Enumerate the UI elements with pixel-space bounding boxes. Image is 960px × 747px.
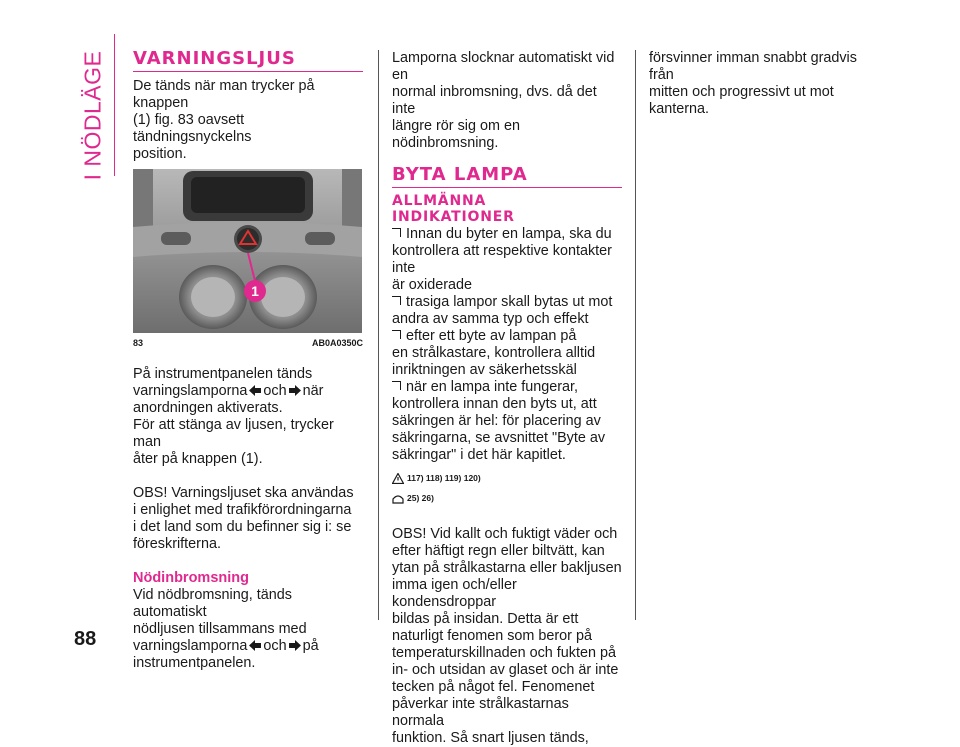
section-heading-byta-lampa: BYTA LAMPA xyxy=(392,166,622,188)
bullet-marker-icon xyxy=(392,381,401,390)
obs-line: naturligt fenomen som beror på xyxy=(392,628,592,644)
warning-reference-numbers: 117) 118) 119) 120) xyxy=(407,473,481,483)
right-arrow-indicator-icon xyxy=(289,640,301,651)
bullet-text: andra av samma typ och effekt xyxy=(392,311,589,327)
body-line: försvinner imman snabbt gradvis från xyxy=(649,50,857,83)
bullet-text: kontrollera innan den byts ut, att xyxy=(392,396,597,412)
figure-number: 83 xyxy=(133,338,144,348)
obs-line: imma igen och/eller kondensdroppar xyxy=(392,577,517,610)
bullet-text: säkringen är hel: för placering av xyxy=(392,413,601,429)
intro-line: De tänds när man trycker på knappen xyxy=(133,78,315,111)
bullet-text: efter ett byte av lampan på xyxy=(406,328,577,344)
column-3 xyxy=(649,50,879,118)
body-text: varningslamporna xyxy=(133,638,248,654)
obs-line: föreskrifterna. xyxy=(133,536,221,552)
side-tab-label: I NÖDLÄGE xyxy=(79,50,106,180)
figure-dashboard-photo xyxy=(133,169,362,333)
bullet-text: är oxiderade xyxy=(392,277,472,293)
bullet-text: när en lampa inte fungerar, xyxy=(406,379,578,395)
obs-line: bildas på insidan. Detta är ett xyxy=(392,611,579,627)
bullet-marker-icon xyxy=(392,228,401,237)
column-divider xyxy=(635,50,636,620)
section-heading-varningsljus: VARNINGSLJUS xyxy=(133,50,363,72)
subheading-indikationer: INDIKATIONER xyxy=(392,209,515,225)
body-line: instrumentpanelen. xyxy=(133,655,256,671)
bullet-text: säkringarna, se avsnittet "Byte av xyxy=(392,430,606,446)
bullet-marker-icon xyxy=(392,296,401,305)
obs-line: in- och utsidan av glaset och är inte xyxy=(392,662,619,678)
bullet-item xyxy=(392,328,622,379)
info-note-icon xyxy=(392,493,404,504)
bullet-item xyxy=(392,294,622,328)
body-line: nödljusen tillsammans med xyxy=(133,621,307,637)
body-line: normal inbromsning, dvs. då det inte xyxy=(392,84,597,117)
bullet-item xyxy=(392,379,622,464)
note-references xyxy=(392,490,622,507)
figure-code: AB0A0350C xyxy=(311,338,363,348)
body-text: och xyxy=(263,638,287,654)
warning-references xyxy=(392,470,622,487)
body-line xyxy=(133,383,363,400)
body-line: anordningen aktiverats. xyxy=(133,400,283,416)
left-arrow-indicator-icon xyxy=(249,640,261,651)
column-1 xyxy=(133,50,363,672)
intro-line: (1) fig. 83 oavsett tändningsnyckelns xyxy=(133,112,252,145)
obs-line: i enlighet med trafikförordningarna xyxy=(133,502,352,518)
intro-line: position. xyxy=(133,146,187,162)
side-tab xyxy=(78,40,108,190)
warning-note-icon xyxy=(392,473,404,484)
body-line: Vid nödbromsning, tänds automatiskt xyxy=(133,587,292,620)
bullet-text: Innan du byter en lampa, ska du xyxy=(406,226,612,242)
body-line: längre rör sig om en nödinbromsning. xyxy=(392,118,520,151)
body-line: mitten och progressivt ut mot kanterna. xyxy=(649,84,834,117)
body-text: och xyxy=(263,383,287,399)
obs-line: i det land som du befinner sig i: se xyxy=(133,519,352,535)
body-line: åter på knappen (1). xyxy=(133,451,263,467)
body-text: på xyxy=(302,638,319,654)
bullet-text: trasiga lampor skall bytas ut mot xyxy=(406,294,613,310)
body-text: varningslamporna xyxy=(133,383,248,399)
bullet-marker-icon xyxy=(392,330,401,339)
side-tab-rule xyxy=(114,34,115,176)
bullet-text: kontrollera att respektive kontakter inte xyxy=(392,243,612,276)
obs-line: funktion. Så snart ljusen tänds, xyxy=(392,730,589,746)
page-number: 88 xyxy=(74,628,97,650)
left-arrow-indicator-icon xyxy=(249,385,261,396)
column-divider xyxy=(378,50,379,620)
note-reference-numbers: 25) 26) xyxy=(407,493,434,503)
figure-callout: 1 xyxy=(251,283,259,299)
column-2 xyxy=(392,50,622,747)
obs-line: efter häftigt regn eller biltvätt, kan xyxy=(392,543,605,559)
bullet-text: inriktningen av säkerhetsskäl xyxy=(392,362,577,378)
body-line: Lamporna slocknar automatiskt vid en xyxy=(392,50,615,83)
bullet-item xyxy=(392,226,622,294)
obs-line: OBS! Varningsljuset ska användas xyxy=(133,485,354,501)
right-arrow-indicator-icon xyxy=(289,385,301,396)
obs-line: OBS! Vid kallt och fuktigt väder och xyxy=(392,526,618,542)
subheading-nodinbromsning: Nödinbromsning xyxy=(133,570,249,586)
body-line: För att stänga av ljusen, trycker man xyxy=(133,417,334,450)
obs-line: temperaturskillnaden och fukten på xyxy=(392,645,616,661)
obs-line: påverkar inte strålkastarnas normala xyxy=(392,696,569,729)
obs-line: tecken på något fel. Fenomenet xyxy=(392,679,595,695)
obs-line: ytan på strålkastarna eller bakljusen xyxy=(392,560,622,576)
bullet-text: säkringar" i det här kapitlet. xyxy=(392,447,566,463)
dashboard-illustration xyxy=(133,169,362,333)
body-line xyxy=(133,638,363,655)
subheading-allmanna: ALLMÄNNA xyxy=(392,193,487,209)
body-line: På instrumentpanelen tänds xyxy=(133,366,313,382)
body-text: när xyxy=(302,383,324,399)
bullet-text: en strålkastare, kontrollera alltid xyxy=(392,345,596,361)
figure-caption xyxy=(133,335,363,352)
